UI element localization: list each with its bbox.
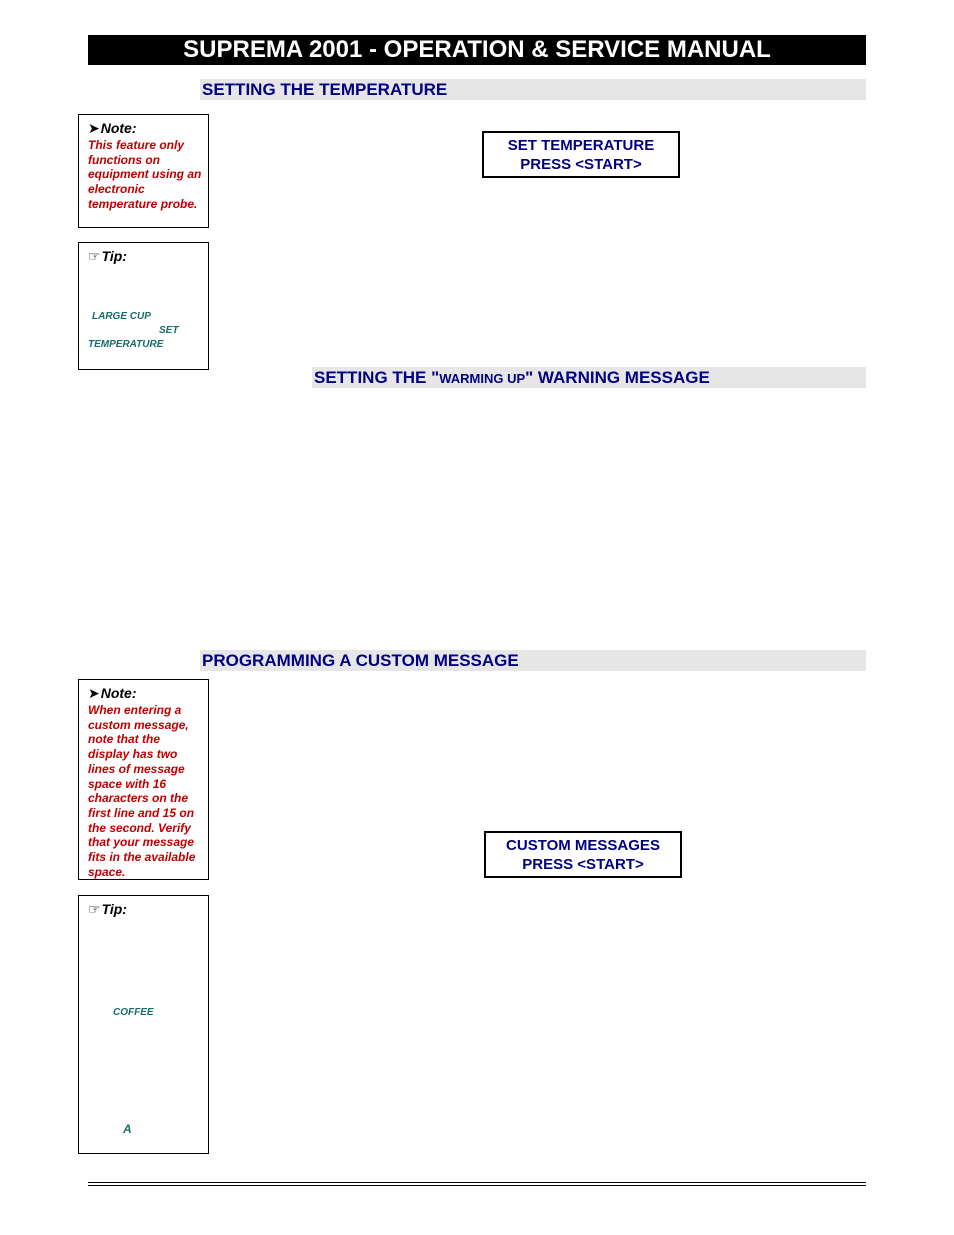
tip-keyword-large-cup: LARGE CUP bbox=[92, 311, 151, 322]
tip-keyword-coffee: COFFEE bbox=[113, 1007, 154, 1018]
heading-suffix: " WARNING MESSAGE bbox=[525, 368, 710, 387]
section-heading-custom-message: PROGRAMMING A CUSTOM MESSAGE bbox=[200, 650, 866, 671]
note-box-custom-message bbox=[78, 679, 209, 880]
lcd-line-1: CUSTOM MESSAGES bbox=[506, 837, 660, 854]
lcd-display-custom-messages bbox=[484, 831, 682, 878]
tip-box-temperature bbox=[78, 242, 209, 370]
arrow-bullet-icon: ➤ bbox=[88, 120, 100, 136]
hand-pointer-icon: ☞ bbox=[88, 248, 101, 264]
tip-label-text: Tip: bbox=[101, 248, 127, 264]
tip-label bbox=[88, 248, 127, 265]
hand-pointer-icon: ☞ bbox=[88, 901, 101, 917]
footer-rule-double bbox=[88, 1185, 866, 1186]
footer-rule bbox=[88, 1182, 866, 1183]
section-heading-warming-up bbox=[312, 367, 866, 388]
section-heading-set-temperature: SETTING THE TEMPERATURE bbox=[200, 79, 866, 100]
note-text: When entering a custom message, note that the display has two lines of message space with 16 characters on the first line and 15 on the second. Verify that your message fits in the available space. bbox=[88, 703, 196, 879]
tip-box-custom-message bbox=[78, 895, 209, 1154]
note-label bbox=[88, 120, 137, 137]
tip-keyword-a: A bbox=[123, 1122, 132, 1136]
tip-keyword-temperature: TEMPERATURE bbox=[88, 339, 164, 350]
note-label bbox=[88, 685, 137, 702]
note-text: This feature only functions on equipment using an electronic temperature probe. bbox=[88, 138, 202, 211]
lcd-line-1: SET TEMPERATURE bbox=[507, 137, 655, 154]
lcd-line-2: PRESS <START> bbox=[520, 156, 642, 173]
manual-title: SUPREMA 2001 - OPERATION & SERVICE MANUAL bbox=[88, 35, 866, 65]
tip-label bbox=[88, 901, 127, 918]
note-label-text: Note: bbox=[100, 685, 137, 701]
lcd-display-set-temperature bbox=[482, 131, 680, 178]
lcd-line-2: PRESS <START> bbox=[522, 856, 644, 873]
tip-label-text: Tip: bbox=[101, 901, 127, 917]
arrow-bullet-icon: ➤ bbox=[88, 685, 100, 701]
tip-keyword-set: SET bbox=[159, 325, 179, 336]
note-label-text: Note: bbox=[100, 120, 137, 136]
heading-smallcaps: WARMING UP bbox=[439, 371, 526, 386]
heading-prefix: SETTING THE " bbox=[314, 368, 440, 387]
note-box-temperature-probe bbox=[78, 114, 209, 228]
